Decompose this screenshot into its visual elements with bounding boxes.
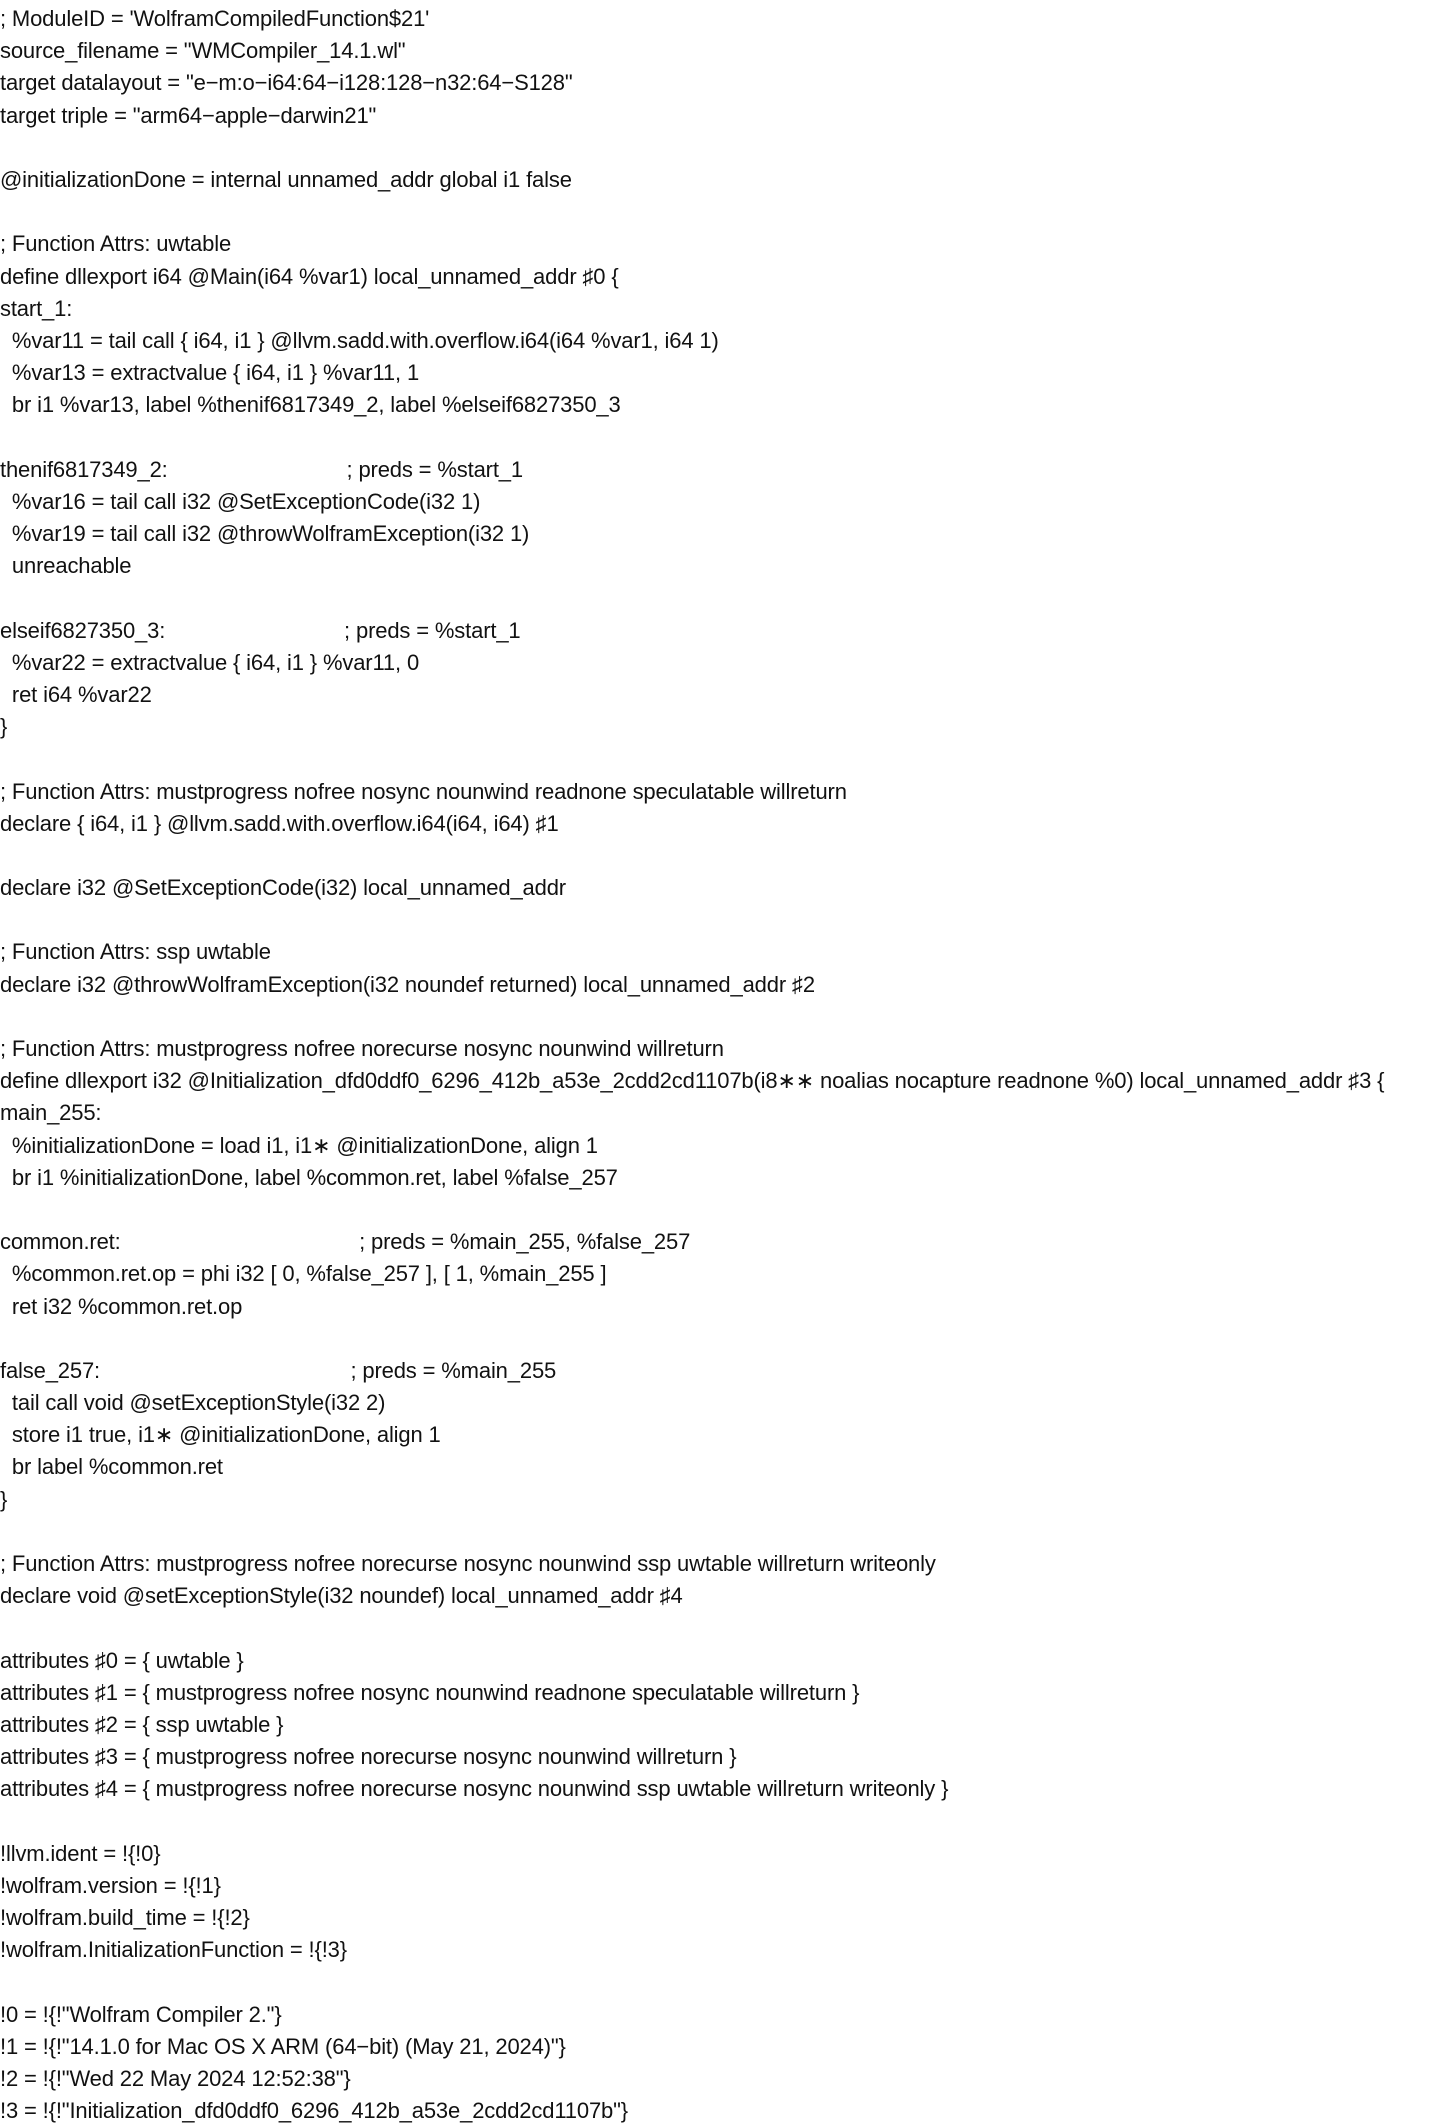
code-line: target triple = "arm64−apple−darwin21" — [0, 102, 377, 128]
blank-line — [0, 196, 1452, 228]
blank-line — [0, 421, 1452, 453]
code-line: ; Function Attrs: uwtable — [0, 231, 232, 257]
code-line: !1 = !{!"14.1.0 for Mac OS X ARM (64−bit) (May 21, 2024)"} — [0, 2033, 566, 2059]
code-line: !wolfram.build_time = !{!2} — [0, 1905, 250, 1931]
code-line: attributes ♯1 = { mustprogress nofree nosync nounwind readnone speculatable willreturn } — [0, 1679, 860, 1705]
blank-line — [0, 132, 1452, 164]
blank-line — [0, 743, 1452, 775]
code-line: %var13 = extractvalue { i64, i1 } %var11, 1 — [0, 360, 420, 386]
code-line: ; Function Attrs: mustprogress nofree nosync nounwind readnone speculatable willreturn — [0, 778, 847, 804]
code-line: declare { i64, i1 } @llvm.sadd.with.overflow.i64(i64, i64) ♯1 — [0, 810, 559, 836]
code-line: tail call void @setExceptionStyle(i32 2) — [0, 1390, 386, 1416]
code-line: define dllexport i64 @Main(i64 %var1) local_unnamed_addr ♯0 { — [0, 263, 619, 289]
blank-line — [0, 904, 1452, 936]
code-line: main_255: — [0, 1100, 102, 1126]
code-line: %var16 = tail call i32 @SetExceptionCode(i32 1) — [0, 488, 481, 514]
blank-line — [0, 1516, 1452, 1548]
blank-line — [0, 1194, 1452, 1226]
llvm-ir-listing — [0, 3, 1452, 2127]
code-line: target datalayout = "e−m:o−i64:64−i128:128−n32:64−S128" — [0, 70, 573, 96]
code-line: attributes ♯3 = { mustprogress nofree norecurse nosync nounwind willreturn } — [0, 1744, 737, 1770]
code-line: ; Function Attrs: mustprogress nofree norecurse nosync nounwind ssp uwtable willreturn writeonly — [0, 1551, 936, 1576]
code-line: store i1 true, i1∗ @initializationDone, align 1 — [0, 1422, 441, 1448]
blank-line — [0, 1966, 1452, 1998]
code-line: br i1 %initializationDone, label %common.ret, label %false_257 — [0, 1164, 618, 1190]
code-line: ret i64 %var22 — [0, 681, 152, 707]
code-line: thenif6817349_2: ; preds = %start_1 — [0, 456, 523, 482]
code-line: attributes ♯0 = { uwtable } — [0, 1647, 244, 1673]
code-line: declare i32 @throwWolframException(i32 noundef returned) local_unnamed_addr ♯2 — [0, 971, 815, 997]
code-line: attributes ♯2 = { ssp uwtable } — [0, 1711, 284, 1737]
code-line: !3 = !{!"Initialization_dfd0ddf0_6296_412b_a53e_2cdd2cd1107b"} — [0, 2098, 628, 2124]
code-line: @initializationDone = internal unnamed_addr global i1 false — [0, 166, 572, 192]
code-line: unreachable — [0, 553, 132, 579]
code-line: br label %common.ret — [0, 1454, 223, 1480]
code-line: source_filename = "WMCompiler_14.1.wl" — [0, 38, 406, 64]
code-line: %var11 = tail call { i64, i1 } @llvm.sadd.with.overflow.i64(i64 %var1, i64 1) — [0, 327, 719, 353]
code-line: start_1: — [0, 295, 73, 321]
code-line: elseif6827350_3: ; preds = %start_1 — [0, 617, 521, 643]
code-line: !wolfram.version = !{!1} — [0, 1872, 221, 1898]
code-line: !llvm.ident = !{!0} — [0, 1840, 161, 1866]
code-line: ; ModuleID = 'WolframCompiledFunction$21' — [0, 6, 430, 31]
code-line: %var19 = tail call i32 @throwWolframException(i32 1) — [0, 521, 530, 546]
code-line: br i1 %var13, label %thenif6817349_2, label %elseif6827350_3 — [0, 392, 621, 418]
code-line: } — [0, 714, 8, 740]
blank-line — [0, 1612, 1452, 1644]
code-line: %initializationDone = load i1, i1∗ @initializationDone, align 1 — [0, 1132, 598, 1158]
code-line: declare i32 @SetExceptionCode(i32) local_unnamed_addr — [0, 875, 566, 901]
code-line: } — [0, 1486, 8, 1512]
code-line: !0 = !{!"Wolfram Compiler 2."} — [0, 2001, 282, 2027]
code-line: define dllexport i32 @Initialization_dfd0ddf0_6296_412b_a53e_2cdd2cd1107b(i8∗∗ noalias nocapture readnone %0) local_unnamed_addr ♯3 { — [0, 1068, 1385, 1094]
code-line: attributes ♯4 = { mustprogress nofree norecurse nosync nounwind ssp uwtable willreturn writeonly } — [0, 1776, 949, 1802]
code-line: ; Function Attrs: ssp uwtable — [0, 939, 271, 965]
blank-line — [0, 1001, 1452, 1033]
code-line: ; Function Attrs: mustprogress nofree norecurse nosync nounwind willreturn — [0, 1036, 724, 1061]
code-line: false_257: ; preds = %main_255 — [0, 1357, 557, 1383]
code-line: ret i32 %common.ret.op — [0, 1293, 243, 1319]
code-line: declare void @setExceptionStyle(i32 noundef) local_unnamed_addr ♯4 — [0, 1583, 683, 1609]
code-line: %common.ret.op = phi i32 [ 0, %false_257 ], [ 1, %main_255 ] — [0, 1261, 607, 1287]
code-line: !2 = !{!"Wed 22 May 2024 12:52:38"} — [0, 2066, 351, 2091]
blank-line — [0, 1806, 1452, 1838]
code-line: !wolfram.InitializationFunction = !{!3} — [0, 1937, 347, 1963]
blank-line — [0, 582, 1452, 614]
code-line: common.ret: ; preds = %main_255, %false_257 — [0, 1229, 691, 1255]
blank-line — [0, 1323, 1452, 1355]
blank-line — [0, 840, 1452, 872]
code-line: %var22 = extractvalue { i64, i1 } %var11, 0 — [0, 649, 420, 675]
